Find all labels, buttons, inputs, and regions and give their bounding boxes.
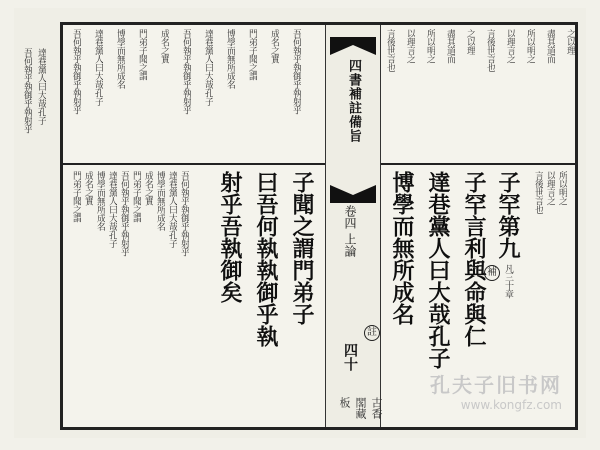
printing-block-label: 古香閣藏板	[338, 397, 383, 419]
left-upper-column: 吾何執乎執御乎執射乎	[181, 29, 191, 114]
commentary-column: 成名之實	[83, 171, 93, 205]
commentary-column: 所以明之	[557, 171, 567, 205]
main-text-line-4: 子聞之謂門弟子	[289, 171, 315, 325]
upper-register-divider	[63, 163, 575, 165]
right-upper-column: 之以理	[465, 29, 475, 55]
commentary-column: 博學而無所成名	[155, 171, 165, 231]
main-text-line-3: 博學而無所成名	[389, 171, 415, 325]
commentary-column: 吾何執乎執御乎執射乎	[119, 171, 129, 256]
left-upper-column: 博學而無所成名	[115, 29, 125, 89]
fishtail-mark-bottom	[330, 185, 376, 203]
zhu-annotation	[363, 325, 382, 385]
left-upper-column: 成名之實	[159, 29, 169, 63]
right-upper-column: 之以理	[565, 29, 575, 55]
right-upper-column: 所以明之	[425, 29, 435, 63]
main-text-line-6: 射乎吾執御矣	[217, 171, 243, 303]
document-sheet	[14, 8, 586, 438]
left-upper-column: 達巷黨人曰大哉孔子	[93, 29, 103, 106]
commentary-column: 達巷黨人曰大哉孔子	[107, 171, 117, 248]
left-upper-column: 吾何執乎執御乎執射乎	[71, 29, 81, 114]
right-upper-column: 以理言之	[405, 29, 415, 63]
commentary-column: 言後世言也	[533, 171, 543, 214]
commentary-column: 達巷黨人曰大哉孔子	[167, 171, 177, 248]
left-margin-column: 吾何執乎執御乎執射乎	[22, 48, 32, 133]
right-upper-column: 盡其道而	[445, 29, 455, 63]
chapter-note: 凡三十章	[503, 264, 513, 299]
site-watermark	[430, 369, 562, 412]
watermark-url: www.kongfz.com	[460, 398, 562, 412]
left-upper-column: 吾何執乎執御乎執射乎	[291, 29, 301, 114]
main-text-line-1: 子罕言利與命與仁	[461, 171, 487, 347]
left-margin-column: 達巷黨人曰大哉孔子	[36, 48, 46, 125]
bu-annotation	[483, 265, 502, 325]
main-text-line-5: 曰吾何執執御乎執	[253, 171, 279, 347]
left-upper-column: 成名之實	[269, 29, 279, 63]
watermark-name: 孔夫子旧书网	[430, 373, 562, 397]
volume-label: 卷四 上論	[343, 205, 357, 257]
left-upper-column: 門弟子聞之謂	[137, 29, 147, 80]
bu-mark: 補	[484, 265, 500, 281]
commentary-column: 門弟子聞之謂	[71, 171, 81, 222]
commentary-column: 吾何執乎執御乎執射乎	[179, 171, 189, 256]
right-upper-column: 以理言之	[505, 29, 515, 63]
chapter-title: 子罕第九	[495, 171, 521, 259]
commentary-column: 博學而無所成名	[95, 171, 105, 231]
page-number: 四十	[342, 343, 358, 371]
left-upper-column: 門弟子聞之謂	[247, 29, 257, 80]
fishtail-mark-top	[330, 37, 376, 55]
commentary-column: 以理言之	[545, 171, 555, 205]
main-text-line-2: 達巷黨人曰大哉孔子	[425, 171, 451, 369]
left-upper-column: 達巷黨人曰大哉孔子	[203, 29, 213, 106]
zhu-mark: 註	[364, 325, 380, 341]
right-upper-column: 言後世言也	[485, 29, 495, 72]
commentary-column: 門弟子聞之謂	[131, 171, 141, 222]
right-upper-column: 所以明之	[525, 29, 535, 63]
book-title: 四書補註備旨	[346, 59, 361, 143]
left-upper-column: 博學而無所成名	[225, 29, 235, 89]
right-upper-column: 言後世言也	[385, 29, 395, 72]
right-upper-column: 盡其道而	[545, 29, 555, 63]
commentary-column: 成名之實	[143, 171, 153, 205]
